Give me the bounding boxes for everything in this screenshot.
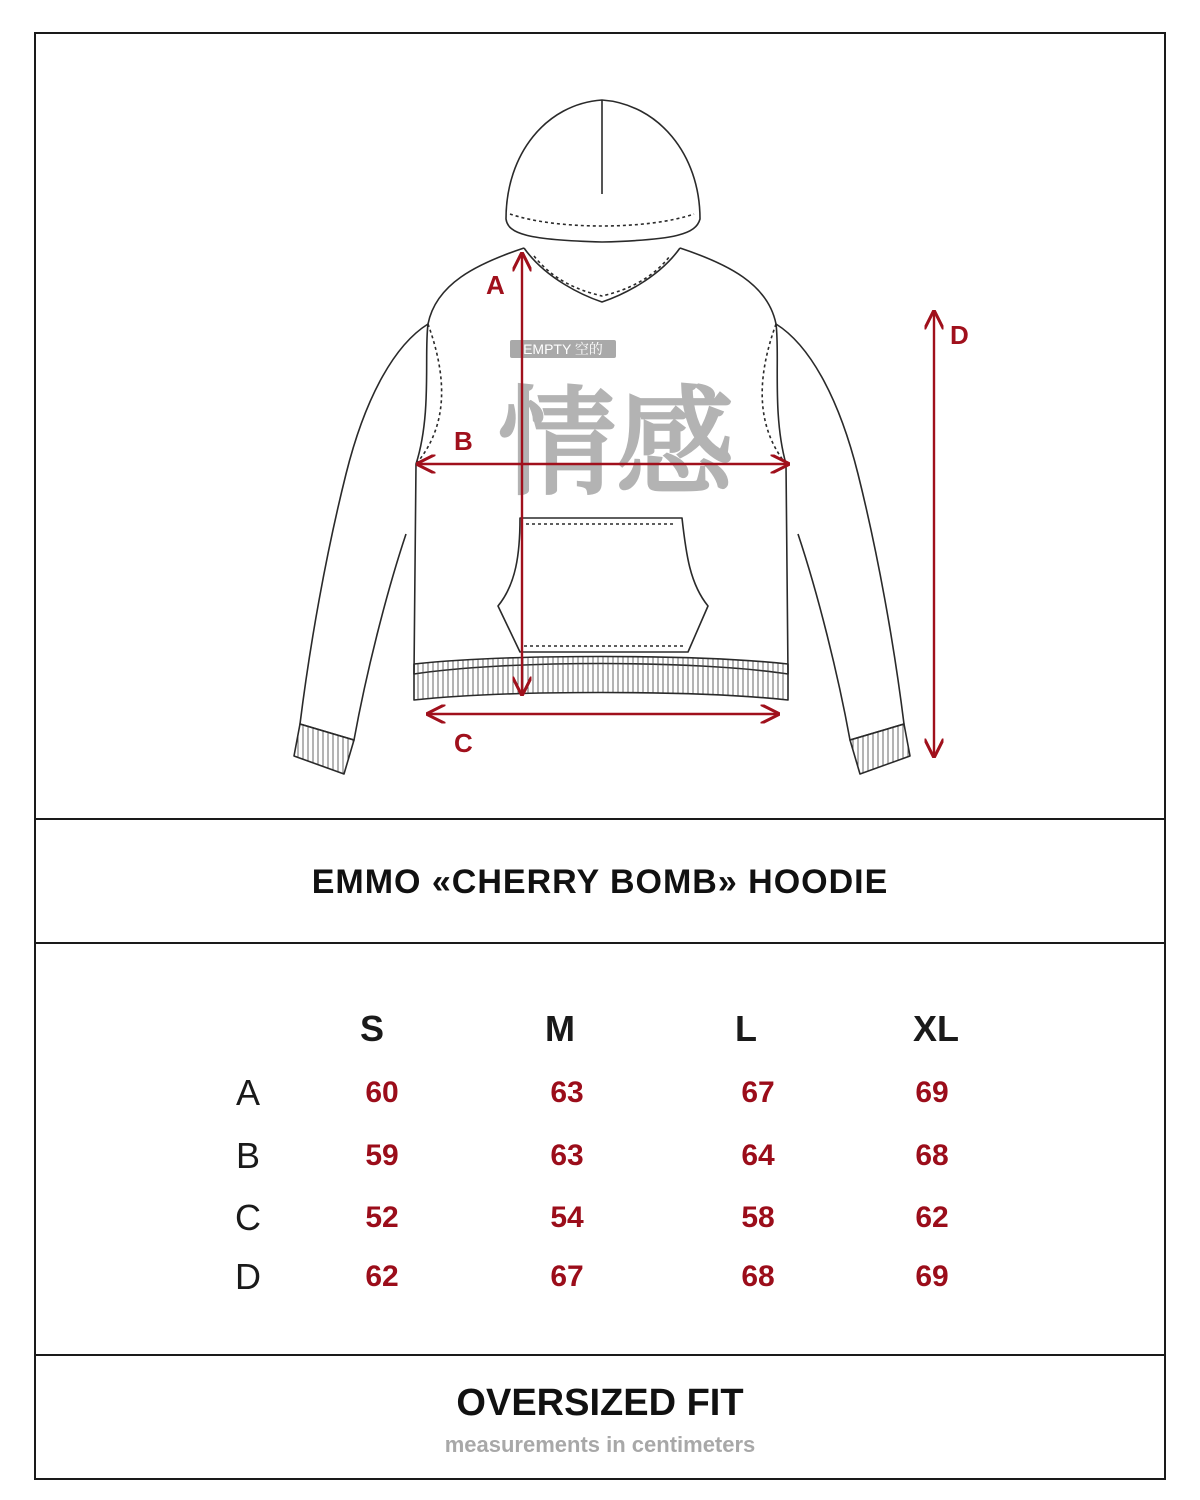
chest-print-graphic bbox=[497, 340, 734, 512]
value-c-s: 52 bbox=[365, 1201, 399, 1234]
size-header-s: S bbox=[359, 1008, 385, 1049]
measure-label-c: C bbox=[454, 728, 473, 758]
size-chart-frame bbox=[34, 32, 1166, 1480]
value-a-m: 63 bbox=[550, 1076, 584, 1109]
value-b-l: 64 bbox=[741, 1139, 775, 1172]
product-title: EMMO «CHERRY BOMB» HOODIE bbox=[311, 862, 889, 901]
hoodie-diagram bbox=[36, 34, 1164, 818]
value-a-s: 60 bbox=[365, 1076, 399, 1109]
print-main-text: 情感 bbox=[497, 374, 735, 512]
kangaroo-pocket bbox=[498, 518, 708, 652]
value-d-xl: 69 bbox=[915, 1260, 949, 1293]
value-c-m: 54 bbox=[550, 1201, 584, 1234]
value-b-m: 63 bbox=[550, 1139, 584, 1172]
divider-bottom bbox=[36, 1354, 1164, 1356]
value-d-m: 67 bbox=[550, 1260, 584, 1293]
value-c-xl: 62 bbox=[915, 1201, 949, 1234]
collar bbox=[524, 248, 680, 302]
print-top-text: EMPTY 空的 bbox=[523, 341, 603, 357]
measure-label-b: B bbox=[454, 426, 473, 456]
value-c-l: 58 bbox=[741, 1201, 775, 1234]
row-label-c: C bbox=[235, 1197, 261, 1238]
value-d-s: 62 bbox=[365, 1260, 399, 1293]
right-cuff bbox=[850, 724, 910, 774]
measure-label-a: A bbox=[486, 270, 505, 300]
value-b-xl: 68 bbox=[915, 1139, 949, 1172]
left-sleeve bbox=[300, 324, 428, 740]
units-note: measurements in centimeters bbox=[444, 1432, 756, 1457]
measure-label-d: D bbox=[950, 320, 969, 350]
value-a-xl: 69 bbox=[915, 1076, 949, 1109]
size-header-m: M bbox=[545, 1008, 575, 1049]
value-d-l: 68 bbox=[741, 1260, 775, 1293]
value-b-s: 59 bbox=[365, 1139, 399, 1172]
size-header-xl: XL bbox=[912, 1008, 960, 1049]
waistband bbox=[414, 657, 788, 701]
row-label-d: D bbox=[235, 1256, 261, 1297]
right-sleeve bbox=[776, 324, 904, 740]
divider-middle bbox=[36, 942, 1164, 944]
size-header-l: L bbox=[735, 1008, 757, 1049]
left-cuff bbox=[294, 724, 354, 774]
value-a-l: 67 bbox=[741, 1076, 775, 1109]
row-label-b: B bbox=[235, 1135, 261, 1176]
row-label-a: A bbox=[235, 1072, 261, 1113]
fit-label: OVERSIZED FIT bbox=[456, 1382, 744, 1424]
